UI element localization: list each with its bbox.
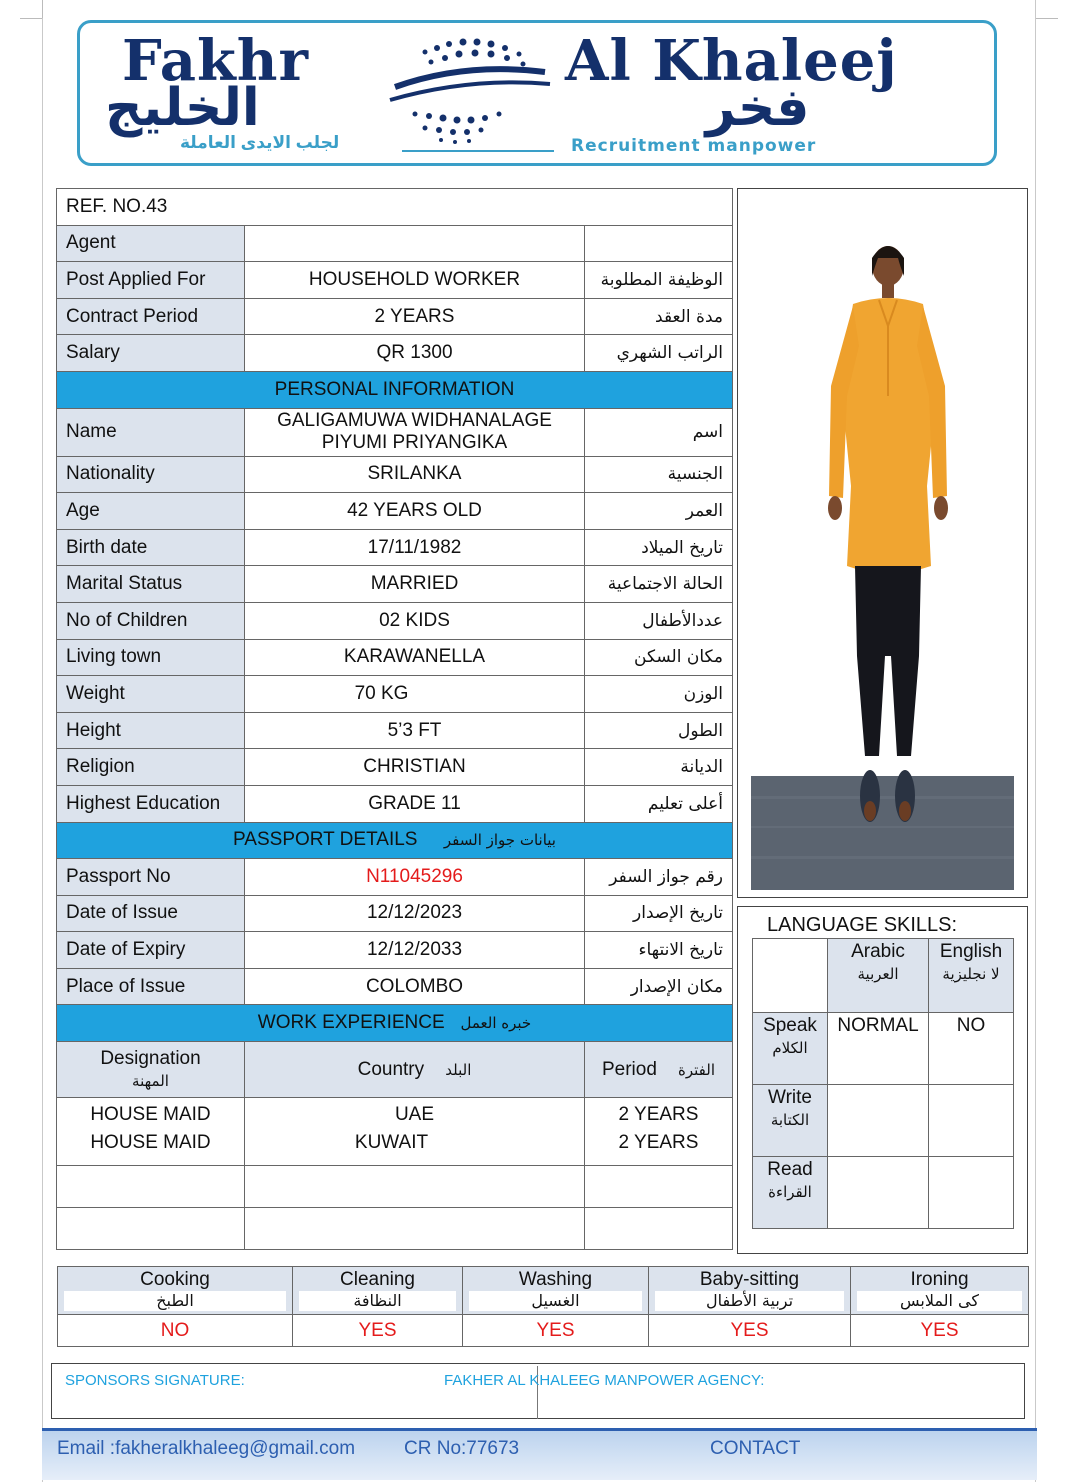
read-label: Read: [767, 1159, 813, 1180]
read-row: [753, 1157, 1014, 1229]
education-label: Highest Education: [57, 785, 245, 822]
contract-arabic: مدة العقد: [585, 298, 733, 335]
name-value: [245, 408, 585, 456]
skill-label-ar: کی الملابس: [857, 1291, 1022, 1311]
religion-value: CHRISTIAN: [245, 749, 585, 786]
passport-header-en: PASSPORT DETAILS: [233, 829, 418, 851]
skill-label-ar: النظافة: [299, 1291, 456, 1311]
town-value: KARAWANELLA: [245, 639, 585, 676]
speak-label: Speak: [763, 1015, 817, 1036]
age-value: 42 YEARS OLD: [245, 493, 585, 530]
skill-ironing-header: [851, 1267, 1029, 1315]
designation-column-header: [57, 1042, 245, 1098]
write-label-ar: الكتابة: [770, 1111, 810, 1129]
table-row: [57, 712, 733, 749]
height-value: 5’3 FT: [245, 712, 585, 749]
passport-no-arabic: رقم جواز السفر: [585, 859, 733, 896]
age-label: Age: [57, 493, 245, 530]
write-label: Write: [768, 1087, 812, 1108]
birth-date-arabic: تاريخ الميلاد: [585, 529, 733, 566]
table-row: [57, 335, 733, 372]
designation-label-ar: المهنة: [132, 1071, 169, 1090]
table-row: [57, 298, 733, 335]
age-arabic: العمر: [585, 493, 733, 530]
language-header-row: [753, 939, 1014, 1013]
read-row-header: [753, 1157, 828, 1229]
issue-date-value: 12/12/2023: [245, 895, 585, 932]
table-row: [57, 602, 733, 639]
table-row: [57, 566, 733, 603]
skills-header-row: [58, 1267, 1029, 1315]
logo-arabic-left: الخليج: [105, 78, 260, 138]
write-row-header: [753, 1085, 828, 1157]
skill-babysitting-value: YES: [649, 1315, 851, 1347]
work-header-row: [57, 1042, 733, 1098]
personal-info-header: PERSONAL INFORMATION: [57, 371, 733, 408]
read-label-ar: القراءة: [768, 1183, 812, 1201]
period-label-ar: الفترة: [678, 1060, 716, 1079]
weight-label: Weight: [57, 676, 245, 713]
skill-label: Cleaning: [340, 1269, 415, 1290]
crop-mark: [42, 0, 43, 18]
agent-value: [245, 225, 585, 262]
language-skills-table: [752, 938, 1014, 1229]
country-label: Country: [357, 1058, 425, 1080]
post-value: HOUSEHOLD WORKER: [245, 262, 585, 299]
country-label-ar: البلد: [445, 1060, 472, 1079]
children-label: No of Children: [57, 602, 245, 639]
name-line-1: GALIGAMUWA WIDHANALAGE: [277, 410, 552, 432]
skill-label: Washing: [518, 1269, 593, 1290]
speak-row-header: [753, 1013, 828, 1085]
candidate-photo: [751, 236, 1014, 890]
weight-arabic: الوزن: [585, 676, 733, 713]
skill-cleaning-value: YES: [293, 1315, 463, 1347]
table-row: [57, 456, 733, 493]
footer-email: Email :fakheralkhaleeg@gmail.com: [57, 1438, 356, 1459]
marital-arabic: الحالة الاجتماعية: [585, 566, 733, 603]
skill-label: Ironing: [910, 1269, 969, 1290]
skill-ironing-value: YES: [851, 1315, 1029, 1347]
country-column-header: [245, 1042, 585, 1098]
designation-label: Designation: [100, 1047, 201, 1069]
empty-cell: [57, 1208, 245, 1250]
footer-contact: CONTACT: [710, 1438, 801, 1459]
skill-label-ar: تربية الأطفال: [655, 1291, 844, 1311]
issue-date-label: Date of Issue: [57, 895, 245, 932]
speak-label-ar: الكلام: [772, 1039, 808, 1057]
arabic-label-ar: العربية: [857, 965, 899, 983]
skill-washing-value: YES: [463, 1315, 649, 1347]
empty-cell: [585, 1166, 733, 1208]
english-label: English: [939, 941, 1003, 962]
table-row: [57, 1166, 733, 1208]
english-column-header: [929, 939, 1014, 1013]
empty-cell: [753, 939, 828, 1013]
marital-value: MARRIED: [245, 566, 585, 603]
agent-arabic: [585, 225, 733, 262]
skill-cleaning-header: [293, 1267, 463, 1315]
table-row: [57, 968, 733, 1005]
logo-arabic-right: فخر: [705, 78, 810, 138]
cv-table: [56, 188, 733, 1250]
speak-arabic-value: NORMAL: [828, 1013, 929, 1085]
table-row: [57, 1098, 733, 1132]
expiry-date-label: Date of Expiry: [57, 932, 245, 969]
arabic-label: Arabic: [851, 941, 905, 962]
arabic-column-header: [828, 939, 929, 1013]
post-label: Post Applied For: [57, 262, 245, 299]
work-designation: HOUSE MAID: [57, 1132, 245, 1166]
table-row: [57, 1132, 733, 1166]
empty-cell: [929, 1085, 1014, 1157]
passport-no-value: N11045296: [245, 859, 585, 896]
empty-cell: [245, 1208, 585, 1250]
sponsor-signature-label: SPONSORS SIGNATURE:: [65, 1372, 245, 1389]
birth-date-label: Birth date: [57, 529, 245, 566]
period-column-header: [585, 1042, 733, 1098]
skills-value-row: [58, 1315, 1029, 1347]
crop-mark: [20, 18, 42, 19]
nationality-arabic: الجنسية: [585, 456, 733, 493]
issue-place-arabic: مكان الإصدار: [585, 968, 733, 1005]
skills-table: [57, 1266, 1029, 1347]
work-header-ar: خبره العمل: [460, 1014, 532, 1033]
birth-date-value: 17/11/1982: [245, 529, 585, 566]
work-designation: HOUSE MAID: [57, 1098, 245, 1132]
table-row: [57, 639, 733, 676]
skill-label: Cooking: [140, 1269, 210, 1290]
empty-cell: [828, 1157, 929, 1229]
agent-label: Agent: [57, 225, 245, 262]
expiry-date-arabic: تاريخ الانتهاء: [585, 932, 733, 969]
skill-cooking-value: NO: [58, 1315, 293, 1347]
table-row: [57, 529, 733, 566]
education-arabic: أعلى تعليم: [585, 785, 733, 822]
salary-arabic: الراتب الشهري: [585, 335, 733, 372]
work-period: 2 YEARS: [585, 1098, 733, 1132]
religion-label: Religion: [57, 749, 245, 786]
skill-label-ar: الغسيل: [469, 1291, 642, 1311]
table-row: [57, 676, 733, 713]
height-label: Height: [57, 712, 245, 749]
children-value: 02 KIDS: [245, 602, 585, 639]
marital-label: Marital Status: [57, 566, 245, 603]
post-arabic: الوظيفة المطلوبة: [585, 262, 733, 299]
nationality-value: SRILANKA: [245, 456, 585, 493]
empty-cell: [245, 1166, 585, 1208]
table-row: [57, 1208, 733, 1250]
skill-washing-header: [463, 1267, 649, 1315]
crop-mark: [1036, 18, 1058, 19]
nationality-label: Nationality: [57, 456, 245, 493]
empty-cell: [929, 1157, 1014, 1229]
expiry-date-value: 12/12/2033: [245, 932, 585, 969]
logo-divider: [402, 150, 554, 152]
passport-details-header: [57, 822, 733, 859]
contract-label: Contract Period: [57, 298, 245, 335]
period-label: Period: [601, 1058, 657, 1080]
issue-place-label: Place of Issue: [57, 968, 245, 1005]
write-row: [753, 1085, 1014, 1157]
speak-row: [753, 1013, 1014, 1085]
table-row: [57, 225, 733, 262]
empty-cell: [828, 1085, 929, 1157]
table-row: [57, 785, 733, 822]
issue-date-arabic: تاريخ الإصدار: [585, 895, 733, 932]
footer: [42, 1428, 1037, 1480]
english-label-ar: لا نجليزية: [942, 965, 1000, 983]
name-arabic: اسم: [585, 408, 733, 456]
work-experience-header: [57, 1005, 733, 1042]
logo-name-left: Fakhr: [122, 28, 309, 94]
language-skills-title: LANGUAGE SKILLS:: [767, 914, 958, 936]
town-arabic: مكان السكن: [585, 639, 733, 676]
table-row: [57, 408, 733, 456]
skill-label-ar: الطبخ: [64, 1291, 286, 1311]
salary-label: Salary: [57, 335, 245, 372]
globe-dots-icon: [385, 32, 555, 147]
weight-value: 70 KG: [245, 676, 585, 713]
name-line-2: PIYUMI PRIYANGIKA: [321, 432, 508, 454]
work-country: UAE: [245, 1098, 585, 1132]
children-arabic: عددالأطفال: [585, 602, 733, 639]
work-header-en: WORK EXPERIENCE: [257, 1012, 445, 1034]
skill-babysitting-header: [649, 1267, 851, 1315]
empty-cell: [57, 1166, 245, 1208]
religion-arabic: الديانة: [585, 749, 733, 786]
work-period: 2 YEARS: [585, 1132, 733, 1166]
table-row: [57, 262, 733, 299]
agency-signature-label: FAKHER AL KHALEEG MANPOWER AGENCY:: [444, 1372, 765, 1389]
speak-english-value: NO: [929, 1013, 1014, 1085]
town-label: Living town: [57, 639, 245, 676]
education-value: GRADE 11: [245, 785, 585, 822]
name-label: Name: [57, 408, 245, 456]
table-row: [57, 493, 733, 530]
table-row: [57, 895, 733, 932]
passport-header-ar: بيانات جواز السفر: [443, 831, 556, 850]
logo-tagline: Recruitment manpower: [571, 136, 817, 156]
passport-no-label: Passport No: [57, 859, 245, 896]
logo-name-right: Al Khaleej: [565, 28, 898, 94]
contract-value: 2 YEARS: [245, 298, 585, 335]
skill-cooking-header: [58, 1267, 293, 1315]
skill-label: Baby-sitting: [699, 1269, 800, 1290]
work-country: KUWAIT: [245, 1132, 585, 1166]
reference-number: REF. NO.43: [57, 189, 733, 226]
table-row: [57, 932, 733, 969]
logo-tagline-arabic: لجلب الايدى العاملة: [180, 133, 340, 152]
footer-cr-number: CR No:77673: [404, 1438, 520, 1459]
table-row: [57, 859, 733, 896]
issue-place-value: COLOMBO: [245, 968, 585, 1005]
table-row: [57, 749, 733, 786]
height-arabic: الطول: [585, 712, 733, 749]
salary-value: QR 1300: [245, 335, 585, 372]
empty-cell: [585, 1208, 733, 1250]
